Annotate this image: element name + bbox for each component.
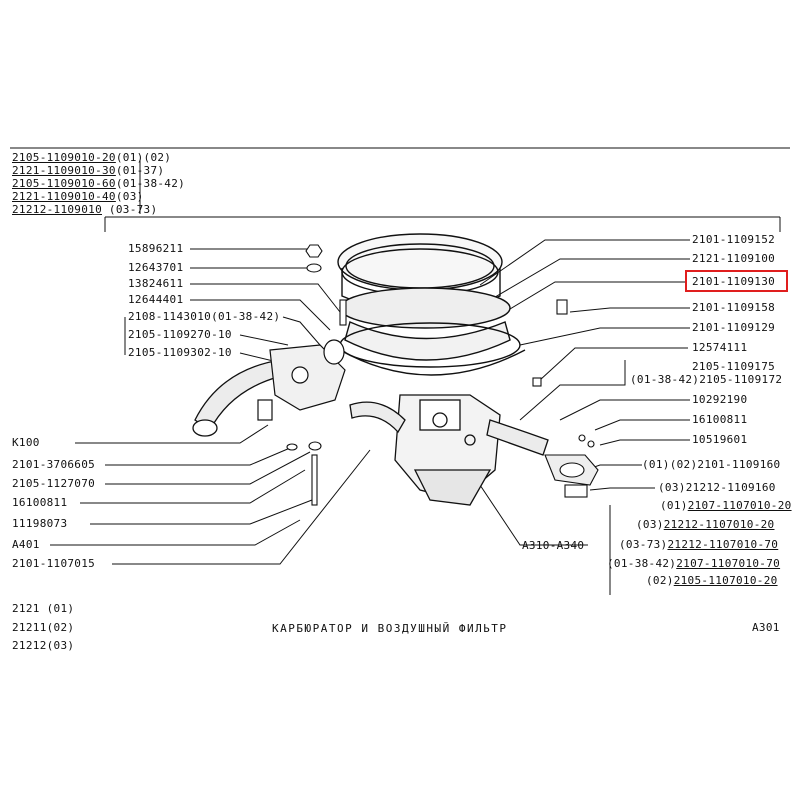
page-title: КАРБЮРАТОР И ВОЗДУШНЫЙ ФИЛЬТР bbox=[272, 622, 508, 635]
label-2105-1109172: (01-38-42)2105-1109172 bbox=[630, 373, 783, 386]
sheet-code: A301 bbox=[752, 621, 780, 634]
label-12643701: 12643701 bbox=[128, 261, 184, 274]
label-2101-1107015: 2101-1107015 bbox=[12, 557, 96, 570]
footer-model-2: 21211(02) bbox=[12, 621, 75, 634]
label-10292190: 10292190 bbox=[692, 393, 748, 406]
label-2101-1109130: 2101-1109130 bbox=[692, 275, 776, 288]
footer-model-1: 2121 (01) bbox=[12, 602, 75, 615]
label-2101-3706605: 2101-3706605 bbox=[12, 458, 96, 471]
label-12644401: 12644401 bbox=[128, 293, 184, 306]
label-2108-1143010: 2108-1143010(01-38-42) bbox=[128, 310, 281, 323]
variant-5: (02)2105-1107010-20 bbox=[646, 574, 778, 587]
variant-3: (03-73)21212-1107010-70 bbox=[619, 538, 779, 551]
label-2105-1127070: 2105-1127070 bbox=[12, 477, 96, 490]
label-16100811-left: 16100811 bbox=[12, 496, 68, 509]
variant-4: (01-38-42)2107-1107010-70 bbox=[607, 557, 781, 570]
label-13824611: 13824611 bbox=[128, 277, 184, 290]
label-k100: K100 bbox=[12, 436, 40, 449]
header-model-3: 2105-1109010-60(01-38-42) bbox=[12, 177, 186, 190]
label-2121-1109100: 2121-1109100 bbox=[692, 252, 776, 265]
label-2105-1109302-10: 2105-1109302-10 bbox=[128, 346, 232, 359]
label-2101-1109160: (01)(02)2101-1109160 bbox=[642, 458, 781, 471]
label-2101-1109158: 2101-1109158 bbox=[692, 301, 776, 314]
label-2101-1109129: 2101-1109129 bbox=[692, 321, 776, 334]
header-model-4: 2121-1109010-40(03) bbox=[12, 190, 144, 203]
label-15896211: 15896211 bbox=[128, 242, 184, 255]
label-a310-a340: A310-A340 bbox=[522, 539, 585, 552]
label-10519601: 10519601 bbox=[692, 433, 748, 446]
air-filter bbox=[338, 234, 525, 375]
variant-1: (01)2107-1107010-20 bbox=[660, 499, 792, 512]
label-12574111: 12574111 bbox=[692, 341, 748, 354]
label-2105-1109175: 2105-1109175 bbox=[692, 360, 776, 373]
label-2105-1109270-10: 2105-1109270-10 bbox=[128, 328, 232, 341]
label-2101-1109152: 2101-1109152 bbox=[692, 233, 776, 246]
carburetor-body bbox=[395, 395, 500, 505]
label-16100811-right: 16100811 bbox=[692, 413, 748, 426]
valve-assembly bbox=[258, 340, 345, 420]
label-11198073: 11198073 bbox=[12, 517, 68, 530]
label-21212-1109160: (03)21212-1109160 bbox=[658, 481, 776, 494]
header-model-5: 21212-1109010 (03-73) bbox=[12, 203, 158, 216]
header-model-1: 2105-1109010-20(01)(02) bbox=[12, 151, 172, 164]
label-a401: A401 bbox=[12, 538, 40, 551]
footer-model-3: 21212(03) bbox=[12, 639, 75, 652]
variant-2: (03)21212-1107010-20 bbox=[636, 518, 775, 531]
header-model-2: 2121-1109010-30(01-37) bbox=[12, 164, 165, 177]
